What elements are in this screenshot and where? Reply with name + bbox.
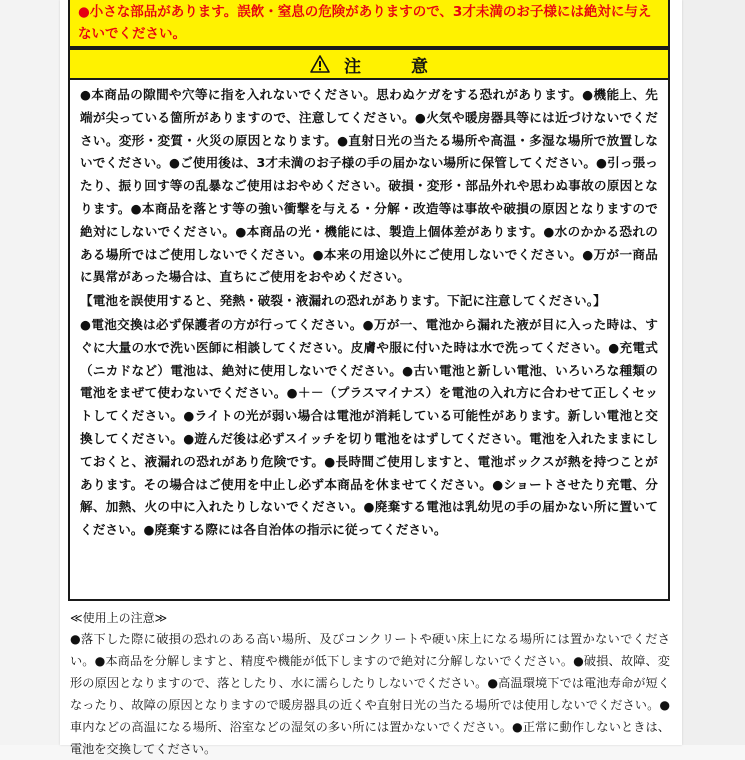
battery-heading: 【電池を誤使用すると、発熱・破裂・液漏れの恐れがあります。下記に注意してください。】: [80, 293, 606, 309]
caution-box: [68, 48, 670, 601]
usage-section: [70, 608, 670, 756]
caution-title: 注 意: [344, 56, 450, 77]
instruction-sheet: [60, 0, 682, 756]
warning-triangle-icon: [310, 55, 330, 73]
background-left-margin: [0, 0, 60, 745]
caution-header: [70, 50, 668, 80]
usage-heading: ≪使用上の注意≫: [70, 611, 168, 625]
caution-paragraph: ●本商品の隙間や穴等に指を入れないでください。思わぬケガをする恐れがあります。●機能上、先端が尖っている箇所がありますので、注意してください。●火気や暖房器具等には近づけないでください。変形・変質・火災の原因となります。●直射日光の当たる場所や高温・多湿な場所で放置しないでください。●ご使用後は、3才未満のお子様の手の届かない場所に保管してください。●引っ張ったり、振り回す等の乱暴なご使用はおやめください。破損・変形・部品外れや思わぬ事故の原因となります。●本商品を落とす等の強い衝撃を与える・分解・改造等は事故や破損の原因となりますので絶対にしないでください。●本商品の光・機能には、製造上個体差があります。●水のかかる恐れのある場所ではご使用しないでください。●本来の用途以外にご使用しないでください。●万が一商品に異常があった場合は、直ちにご使用をおやめください。: [80, 87, 658, 285]
usage-paragraph: ●落下した際に破損の恐れのある高い場所、及びコンクリートや硬い床上になる場所には置かないでください。●本商品を分解しますと、精度や機能が低下しますので絶対に分解しないでください。●破損、故障、変形の原因となりますので、落としたり、水に濡らしたりしないでください。●高温環境下では電池寿命が短くなったり、故障の原因となりますので暖房器具の近くや直射日光の当たる場所では使用しないでください。●車内などの高温になる場所、浴室などの湿気の多い所には置かないでください。●正常に動作しないときは、電池を交換してください。: [70, 632, 670, 756]
battery-paragraph: ●電池交換は必ず保護者の方が行ってください。●万が一、電池から漏れた液が目に入った時は、すぐに大量の水で洗い医師に相談してください。皮膚や服に付いた時は水で洗ってください。●充電式（ニカドなど）電池は、絶対に使用しないでください。●古い電池と新しい電池、いろいろな種類の電池をまぜて使わないでください。●＋－（プラスマイナス）を電池の入れ方に合わせて正しくセットしてください。●ライトの光が弱い場合は電池が消耗している可能性があります。新しい電池と交換してください。●遊んだ後は必ずスイッチを切り電池をはずしてください。電池を入れたままにしておくと、液漏れの恐れがあり危険です。●長時間ご使用しますと、電池ボックスが熱を持つことがあります。その場合はご使用を中止し必ず本商品を休ませてください。●ショートさせたり充電、分解、加熱、火の中に入れたりしないでください。●廃棄する電池は乳幼児の手の届かない所に置いてください。●廃棄する際には各自治体の指示に従ってください。: [80, 316, 658, 538]
top-warning-text: ●小さな部品があります。誤飲・窒息の危険がありますので、3才未満のお子様には絶対に与えないでください。: [78, 4, 652, 42]
background-right-margin: [682, 0, 745, 745]
top-warning-box: [68, 0, 670, 48]
caution-body: [70, 80, 668, 542]
